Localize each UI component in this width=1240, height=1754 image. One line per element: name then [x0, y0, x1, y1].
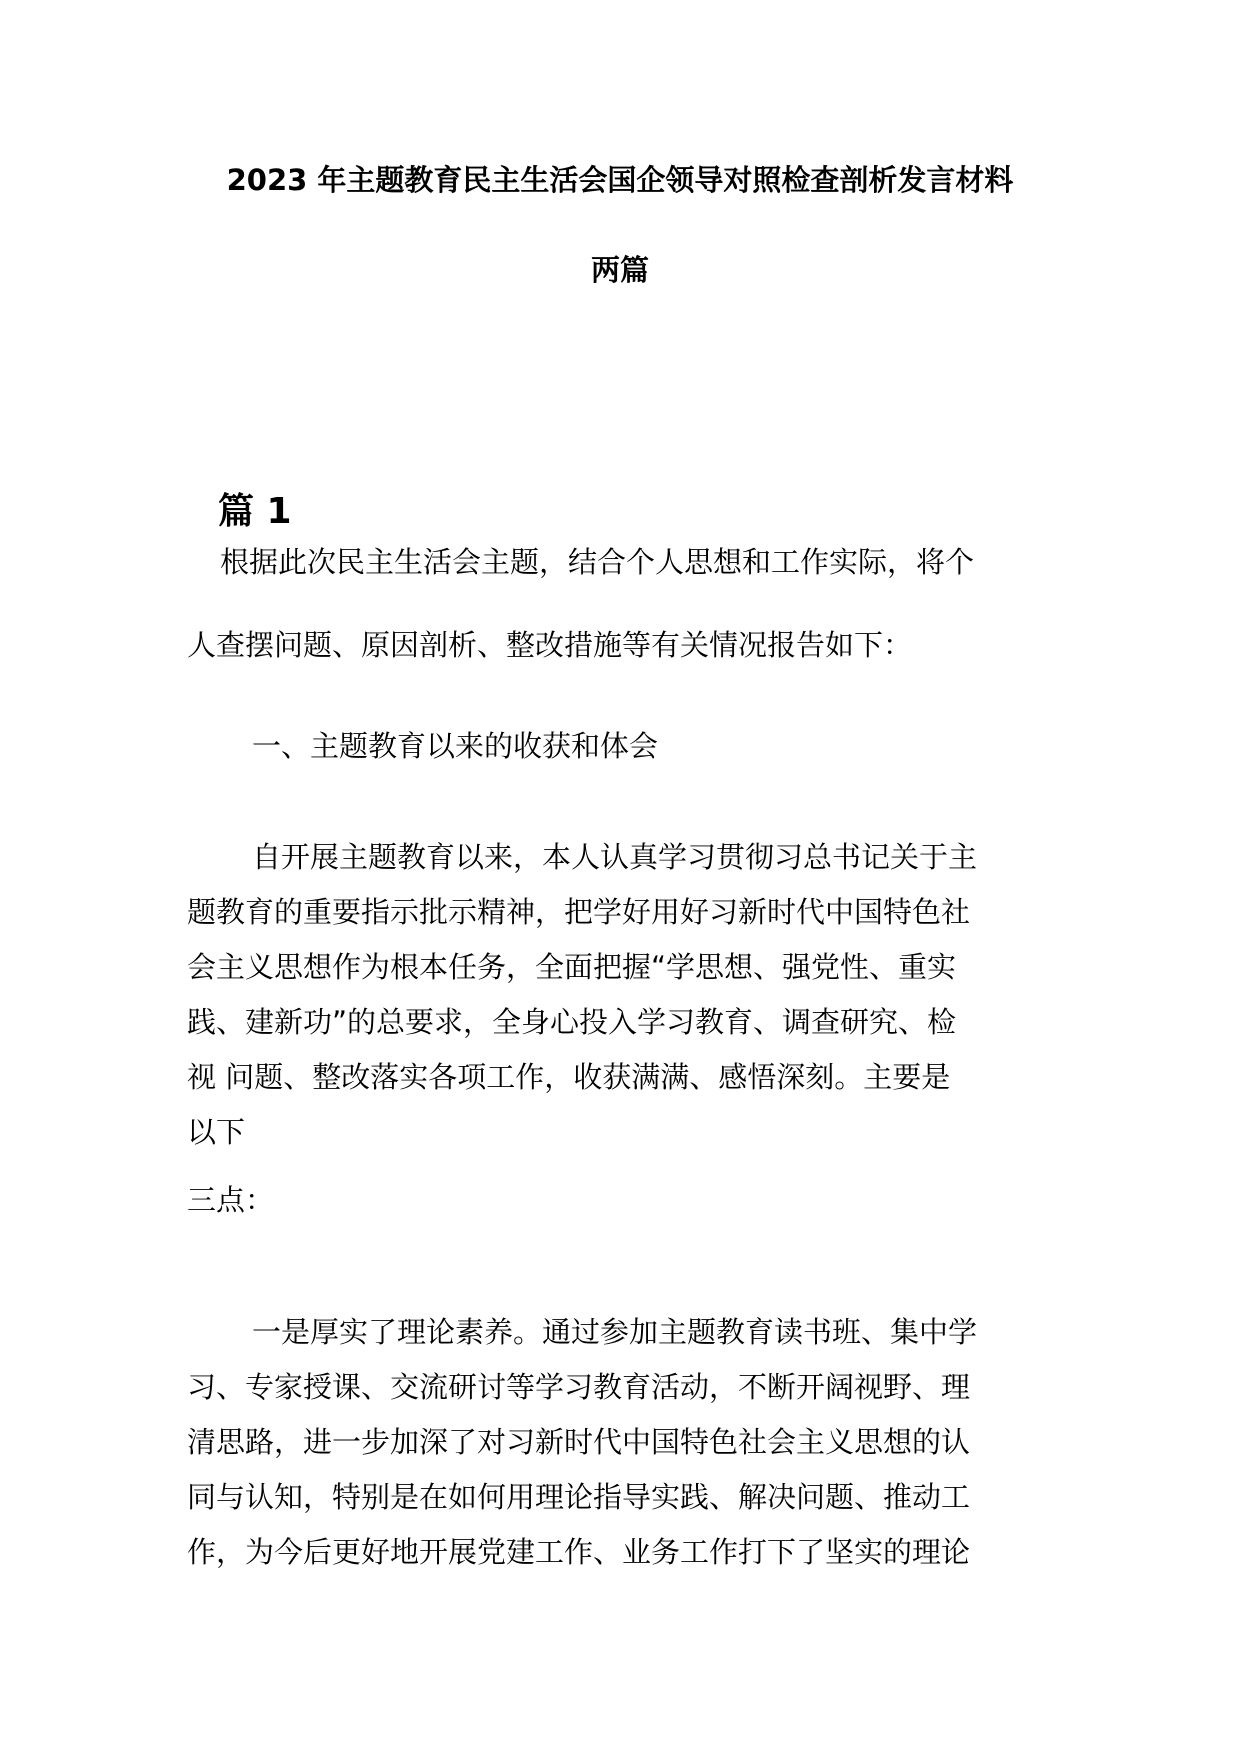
para1-line-5: 视 问题、整改落实各项工作，收获满满、感悟深刻。主要是: [187, 1060, 951, 1094]
part1-heading: 一、主题教育以来的收获和体会: [252, 729, 659, 763]
para1-line-1: 自开展主题教育以来，本人认真学习贯彻习总书记关于主: [252, 840, 978, 874]
section-heading: 篇 1: [218, 491, 292, 532]
document-title-line-1: 2023 年主题教育民主生活会国企领导对照检查剖析发言材料: [226, 163, 1014, 197]
para1-line-2: 题教育的重要指示批示精神，把学好用好习新时代中国特色社: [187, 895, 971, 929]
para1-line-3: 会主义思想作为根本任务，全面把握“学思想、强党性、重实: [187, 950, 957, 984]
para1-line-4: 践、建新功”的总要求，全身心投入学习教育、调查研究、检: [187, 1005, 957, 1039]
document-title-line-2: 两篇: [590, 253, 649, 287]
para2-line-2: 习、专家授课、交流研讨等学习教育活动，不断开阔视野、理: [187, 1370, 971, 1404]
para1-line-7: 三点：: [187, 1183, 275, 1217]
para2-line-4: 同与认知，特别是在如何用理论指导实践、解决问题、推动工: [187, 1480, 971, 1514]
intro-line-1: 根据此次民主生活会主题，结合个人思想和工作实际，将个: [220, 545, 975, 579]
para1-line-6: 以下: [187, 1115, 246, 1149]
para2-line-1: 一是厚实了理论素养。通过参加主题教育读书班、集中学: [252, 1315, 978, 1349]
para2-line-5: 作，为今后更好地开展党建工作、业务工作打下了坚实的理论: [187, 1535, 971, 1569]
intro-line-2: 人查摆问题、原因剖析、整改措施等有关情况报告如下：: [187, 628, 913, 662]
para2-line-3: 清思路，进一步加深了对习新时代中国特色社会主义思想的认: [187, 1425, 971, 1459]
